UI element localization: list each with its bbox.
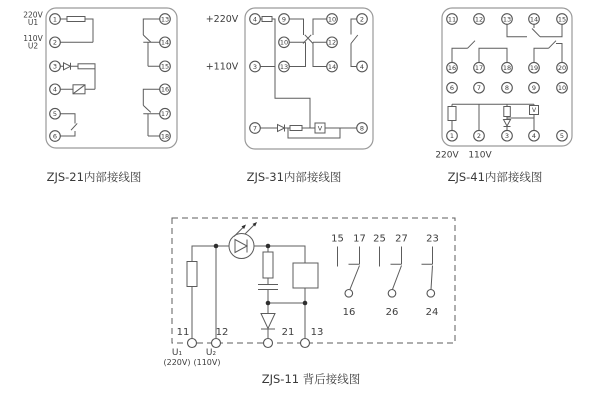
terminal-zjs31-4-part: 4	[359, 62, 365, 71]
terminal-zjs21-6-part: 6	[52, 132, 58, 141]
contact-label-26: 26	[385, 307, 399, 318]
terminal-zjs31-10-part: 10	[327, 15, 337, 24]
terminal-zjs21-13	[160, 14, 171, 25]
resistor	[67, 17, 85, 22]
terminal-zjs41-5-part: 5	[559, 132, 565, 141]
terminal-zjs21-2	[50, 37, 61, 48]
terminal-zjs41-18-part: 18	[502, 64, 512, 73]
junction-dot	[266, 244, 271, 249]
contact-label-23: 23	[426, 233, 439, 245]
terminal-zjs41-7	[474, 82, 485, 93]
zjs41-voltage-label-220v: 220V	[435, 150, 459, 161]
terminal-zjs41-10	[557, 82, 568, 93]
zjs41-caption: ZJS-41内部接线图	[447, 170, 543, 184]
zjs21-voltage-label-110v: 110V	[23, 34, 43, 43]
terminal-zjs31-12-part: 12	[327, 38, 337, 47]
terminal-zjs31-4	[357, 61, 368, 72]
terminal-zjs41-13-part: 13	[502, 15, 512, 24]
terminal-zjs11-21-part	[264, 339, 273, 348]
terminal-zjs31-14-part: 14	[327, 62, 337, 71]
terminal-zjs41-12-part: 12	[474, 15, 484, 24]
terminal-zjs41-20	[557, 62, 568, 73]
zjs31-caption: ZJS-31内部接线图	[246, 170, 342, 184]
contact-terminal-24	[427, 290, 435, 298]
terminal-zjs31-12	[327, 37, 338, 48]
terminal-zjs21-18	[160, 131, 171, 142]
terminal-zjs21-15	[160, 61, 171, 72]
voltage-element-box	[530, 106, 539, 115]
contact-terminal-16	[345, 290, 353, 298]
junction-dot	[266, 301, 271, 306]
voltage-element-box-part: V	[531, 107, 537, 115]
terminal-zjs41-2	[474, 130, 485, 141]
terminal-zjs21-16	[160, 84, 171, 95]
terminal-zjs41-15	[557, 14, 568, 25]
resistor	[187, 262, 197, 287]
terminal-zjs21-5-part: 5	[52, 110, 58, 119]
relay-coil-box	[293, 263, 318, 288]
terminal-zjs11-13	[301, 339, 310, 348]
terminal-zjs41-9-part: 9	[531, 84, 537, 93]
terminal-zjs11-21	[264, 339, 273, 348]
contact-label-15: 15	[331, 233, 344, 245]
resistor	[448, 107, 456, 121]
terminal-zjs31-7	[250, 123, 261, 134]
terminal-zjs41-14	[529, 14, 540, 25]
terminal-label-11: 11	[176, 327, 190, 338]
terminal-zjs41-9	[529, 82, 540, 93]
terminal-zjs41-4-part: 4	[531, 132, 537, 141]
terminal-zjs31-8	[357, 123, 368, 134]
terminal-zjs21-2-part: 2	[52, 38, 58, 47]
terminal-zjs41-2-part: 2	[476, 132, 482, 141]
terminal-zjs21-17-part: 17	[160, 110, 170, 119]
terminal-zjs31-3-part: 3	[252, 62, 258, 71]
terminal-zjs31-8-part: 8	[359, 124, 365, 133]
terminal-zjs41-4	[529, 130, 540, 141]
terminal-zjs21-13-part: 13	[160, 15, 170, 24]
terminal-zjs21-18-part: 18	[160, 132, 170, 141]
terminal-zjs31-10	[279, 37, 290, 48]
terminal-zjs41-5	[557, 130, 568, 141]
terminal-zjs41-10-part: 10	[557, 84, 567, 93]
terminal-zjs21-1-part: 1	[52, 15, 58, 24]
terminal-zjs11-11-part	[188, 339, 197, 348]
contact-label-25: 25	[373, 233, 386, 245]
zjs21-voltage-label-u1: U1	[27, 18, 39, 27]
terminal-zjs41-15-part: 15	[557, 15, 567, 24]
terminal-zjs11-12	[212, 339, 221, 348]
zjs41-voltage-label-110v: 110V	[468, 150, 492, 161]
terminal-zjs31-9-part: 9	[281, 15, 287, 24]
terminal-label-13: 13	[310, 327, 324, 338]
resistor	[262, 17, 272, 22]
terminal-zjs31-13-part: 13	[279, 62, 289, 71]
junction-dot	[303, 301, 308, 306]
source-label-u1: U₁	[171, 348, 183, 358]
voltage-element-box-part: V	[317, 124, 323, 133]
terminal-zjs21-14-part: 14	[160, 38, 170, 47]
terminal-zjs41-6	[447, 82, 458, 93]
zjs21-caption: ZJS-21内部接线图	[46, 170, 142, 184]
contact-label-24: 24	[425, 307, 439, 318]
terminal-zjs31-9	[279, 14, 290, 25]
terminal-zjs41-11-part: 11	[447, 15, 457, 24]
terminal-zjs21-16-part: 16	[160, 85, 170, 94]
terminal-zjs41-18	[502, 62, 513, 73]
terminal-zjs31-10	[327, 14, 338, 25]
terminal-zjs41-19	[529, 62, 540, 73]
terminal-zjs21-5	[50, 108, 61, 119]
contact-label-16: 16	[342, 307, 356, 318]
terminal-zjs21-3-part: 3	[52, 62, 58, 71]
contact-terminal-26	[388, 290, 396, 298]
terminal-zjs41-6-part: 6	[449, 84, 455, 93]
relay-element-box	[73, 85, 85, 94]
zjs11-caption: ZJS-11 背后接线图	[261, 372, 361, 386]
resistor	[504, 107, 511, 117]
terminal-zjs41-1	[447, 130, 458, 141]
terminal-zjs21-4	[50, 84, 61, 95]
source-label-220v: (220V)	[163, 358, 191, 367]
source-label-110v: (110V)	[193, 358, 221, 367]
terminal-zjs31-14	[327, 61, 338, 72]
terminal-zjs41-16	[447, 62, 458, 73]
terminal-zjs31-3	[250, 61, 261, 72]
terminal-zjs31-10-part: 10	[279, 38, 289, 47]
terminal-zjs41-1-part: 1	[449, 132, 455, 141]
contact-label-27: 27	[395, 233, 408, 245]
terminal-zjs41-13	[502, 14, 513, 25]
terminal-zjs41-16-part: 16	[447, 64, 457, 73]
terminal-zjs31-7-part: 7	[252, 124, 258, 133]
terminal-zjs21-3	[50, 61, 61, 72]
terminal-zjs11-11	[188, 339, 197, 348]
terminal-label-21: 21	[281, 327, 295, 338]
terminal-zjs31-2-part: 2	[359, 15, 365, 24]
terminal-zjs21-17	[160, 108, 171, 119]
zjs31-voltage-label-220v: +220V	[205, 14, 239, 25]
resistor	[290, 126, 302, 131]
terminal-zjs41-3	[502, 130, 513, 141]
contact-label-17: 17	[353, 233, 366, 245]
terminal-zjs41-8	[502, 82, 513, 93]
terminal-zjs41-19-part: 19	[529, 64, 539, 73]
terminal-zjs31-4-part: 4	[252, 15, 258, 24]
resistor	[263, 252, 273, 278]
terminal-zjs41-17	[474, 62, 485, 73]
terminal-zjs21-15-part: 15	[160, 62, 170, 71]
source-label-u2: U₂	[205, 348, 217, 358]
terminal-zjs21-1	[50, 14, 61, 25]
terminal-label-12: 12	[215, 327, 229, 338]
terminal-zjs41-7-part: 7	[476, 84, 482, 93]
terminal-zjs21-6	[50, 131, 61, 142]
terminal-zjs11-13-part	[301, 339, 310, 348]
terminal-zjs31-13	[279, 61, 290, 72]
zjs21-voltage-label-u2: U2	[27, 41, 39, 51]
terminal-zjs41-8-part: 8	[504, 84, 510, 93]
terminal-zjs41-12	[474, 14, 485, 25]
terminal-zjs11-12-part	[212, 339, 221, 348]
terminal-zjs41-14-part: 14	[529, 15, 539, 24]
terminal-zjs41-3-part: 3	[504, 132, 510, 141]
zjs31-voltage-label-110v: +110V	[205, 61, 239, 73]
terminal-zjs41-11	[447, 14, 458, 25]
terminal-zjs41-17-part: 17	[474, 64, 484, 73]
terminal-zjs21-14	[160, 37, 171, 48]
terminal-zjs41-20-part: 20	[557, 64, 567, 73]
zjs21-voltage-label-220v: 220V	[23, 10, 43, 20]
terminal-zjs21-4-part: 4	[52, 85, 58, 94]
resistor	[78, 64, 95, 69]
voltage-element-box	[315, 123, 325, 133]
terminal-zjs31-4	[250, 14, 261, 25]
junction-dot	[214, 244, 219, 249]
terminal-zjs31-2	[357, 14, 368, 25]
